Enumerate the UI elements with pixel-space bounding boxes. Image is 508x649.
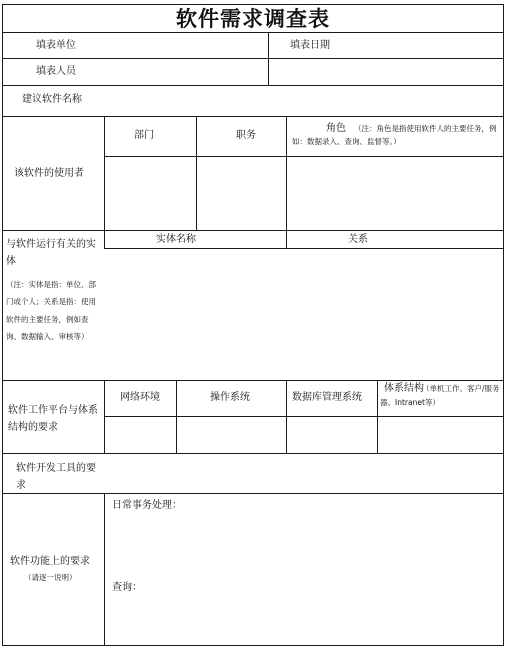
col-relation: 关系 xyxy=(348,234,368,245)
col-role: 角色 xyxy=(326,123,346,134)
software-name-label: 建议软件名称 xyxy=(22,94,82,105)
platform-header-line xyxy=(104,416,504,417)
row-line xyxy=(2,32,504,33)
function-label-divider xyxy=(104,493,105,646)
row-line xyxy=(2,85,504,86)
dev-tools-label: 软件开发工具的要求 xyxy=(16,463,96,491)
row-line xyxy=(2,380,504,381)
function-label: 软件功能上的要求 xyxy=(10,556,90,567)
entities-note: （注：实体是指：单位、部门或个人；关系是指：使用软件的主要任务，例如查询、数据输入、审核等） xyxy=(6,280,96,341)
platform-label: 软件工作平台与体系结构的要求 xyxy=(8,405,98,433)
row-line xyxy=(2,230,504,231)
col-position: 职务 xyxy=(236,130,256,141)
function-note: （请逐一说明） xyxy=(24,573,77,582)
col-role-note: （注：角色是指使用软件人的主要任务，例如：数据录入、查询、监督等。） xyxy=(292,124,497,147)
entities-header-line xyxy=(104,248,504,249)
row-line xyxy=(2,453,504,454)
col-entity-name: 实体名称 xyxy=(156,234,196,245)
users-col-divider xyxy=(196,116,197,230)
col-network: 网络环境 xyxy=(120,392,160,403)
col-department: 部门 xyxy=(134,130,154,141)
col-dbms: 数据库管理系统 xyxy=(292,392,362,403)
fill-unit-label: 填表单位 xyxy=(36,40,76,51)
border-left xyxy=(2,4,3,646)
daily-affairs-label: 日常事务处理： xyxy=(112,500,182,511)
users-label: 该软件的使用者 xyxy=(14,168,84,179)
border-top xyxy=(2,4,504,5)
form-title: 软件需求调查表 xyxy=(176,7,330,31)
col-arch: 体系结构 xyxy=(384,383,424,394)
users-header-line xyxy=(104,156,504,157)
border-right xyxy=(503,4,504,646)
entities-label-divider xyxy=(104,230,105,248)
users-col-divider xyxy=(286,116,287,230)
query-label: 查询： xyxy=(112,582,142,593)
filler-label: 填表人员 xyxy=(36,66,76,77)
row-line xyxy=(2,58,504,59)
fill-date-label: 填表日期 xyxy=(290,40,330,51)
entities-label: 与软件运行有关的实体 xyxy=(6,239,96,267)
date-col-divider xyxy=(268,32,269,85)
entities-col-divider xyxy=(286,230,287,248)
col-arch-note: （单机工作、客户/服务器、Intranet等） xyxy=(380,384,500,408)
row-line xyxy=(2,116,504,117)
border-bottom xyxy=(2,645,504,646)
users-label-divider xyxy=(104,116,105,230)
col-os: 操作系统 xyxy=(210,392,250,403)
